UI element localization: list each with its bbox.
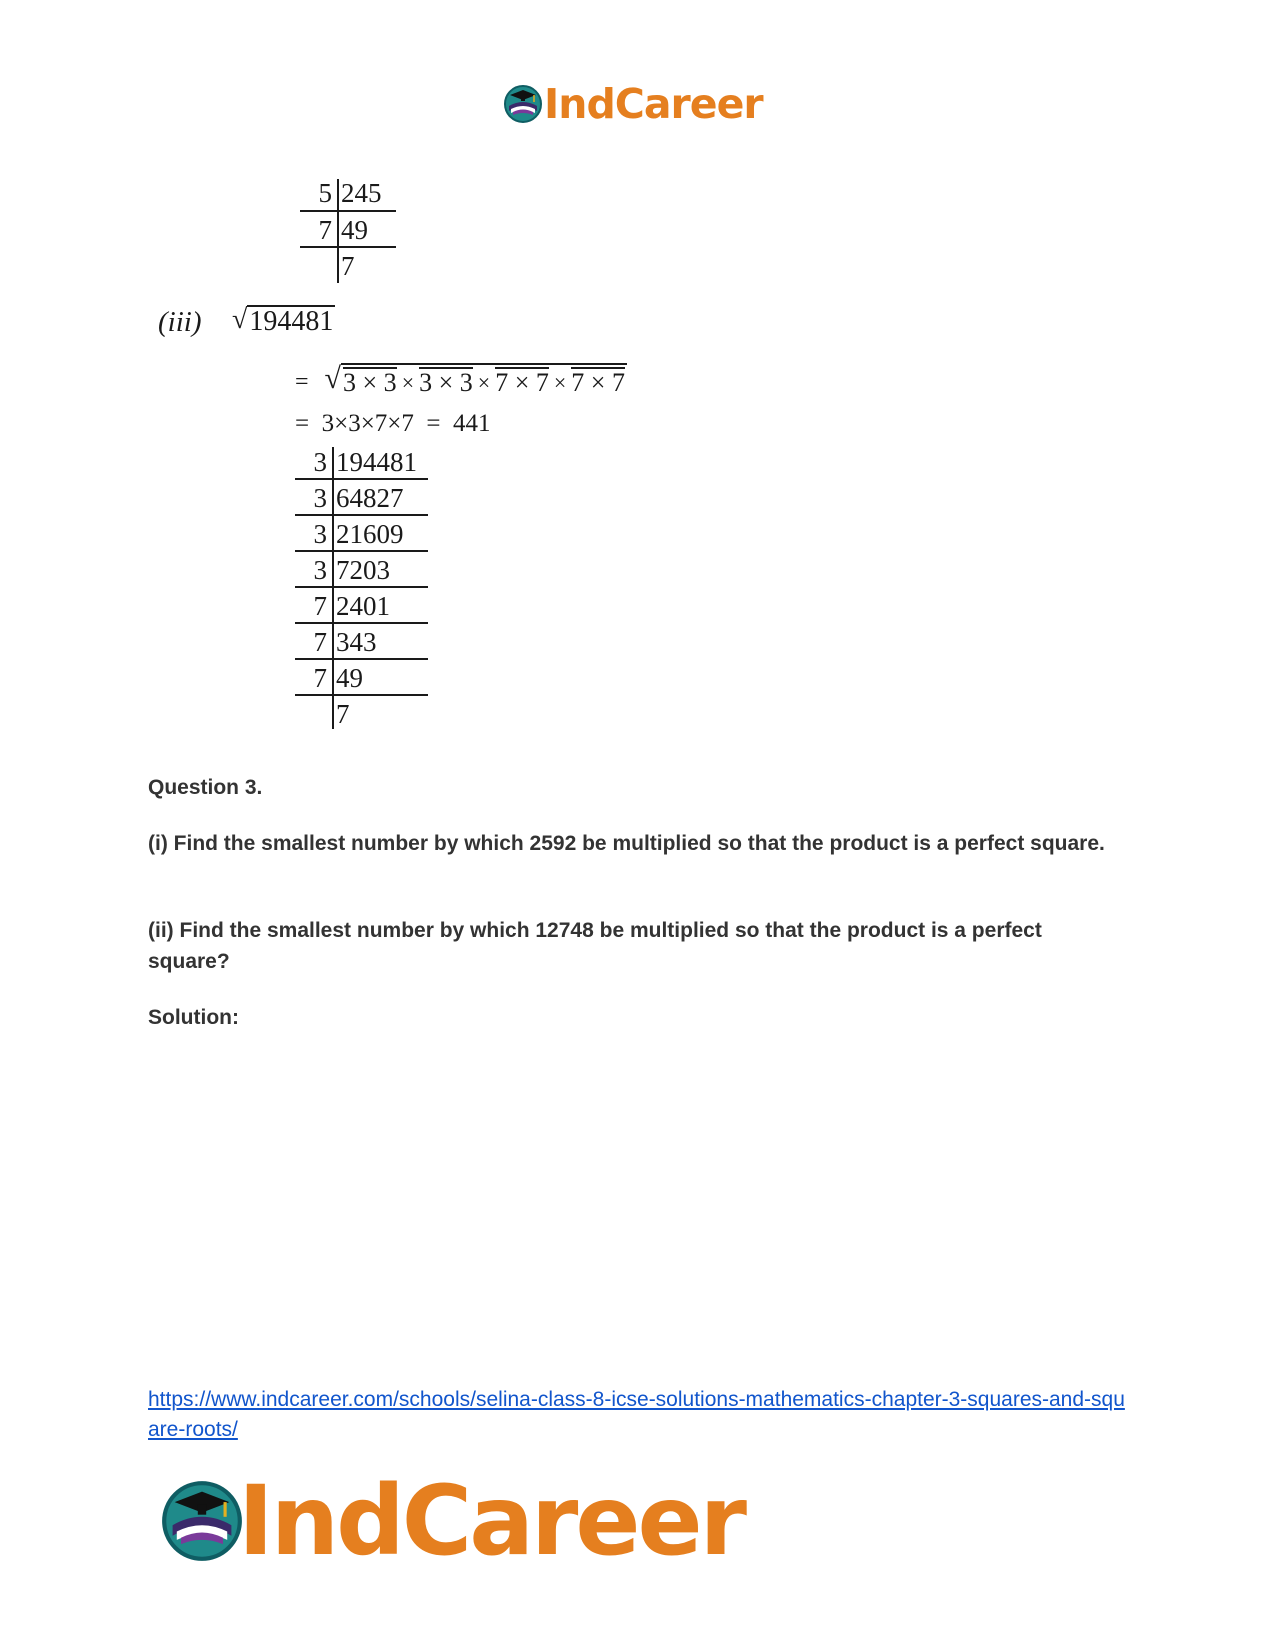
ladder-divisor: 3 bbox=[313, 446, 327, 477]
question-part-i: (i) Find the smallest number by which 2592 be multiplied so that the product is a perfect square. bbox=[148, 832, 1105, 855]
ladder-divisor: 7 bbox=[313, 626, 327, 657]
ladder-divider bbox=[295, 622, 428, 624]
factor-pair: 3 × 3 bbox=[419, 368, 473, 397]
ladder-divider bbox=[300, 210, 396, 212]
ladder-row bbox=[305, 553, 445, 587]
ladder-value: 2401 bbox=[336, 590, 390, 621]
ladder-row bbox=[305, 517, 445, 551]
ladder-divider bbox=[295, 586, 428, 588]
ladder-divider bbox=[295, 514, 428, 516]
radicand bbox=[341, 363, 627, 396]
ladder-divisor: 5 bbox=[318, 177, 332, 208]
ladder-value: 343 bbox=[336, 626, 377, 657]
ladder-divider bbox=[337, 179, 339, 283]
ladder-divider bbox=[295, 478, 428, 480]
ladder-value: 7 bbox=[336, 698, 350, 729]
ladder-divisor: 7 bbox=[318, 214, 332, 245]
factor-pair: 7 × 7 bbox=[495, 368, 549, 397]
ladder-value: 64827 bbox=[336, 482, 404, 513]
sqrt-symbol: √ bbox=[232, 304, 248, 335]
sqrt-symbol: √ bbox=[324, 362, 342, 395]
solution-label: Solution: bbox=[148, 1006, 239, 1029]
question-part-ii: (ii) Find the smallest number by which 12748 be multiplied so that the product is a perfect square? bbox=[148, 919, 1042, 973]
ladder-value: 21609 bbox=[336, 518, 404, 549]
ladder-row bbox=[300, 213, 400, 247]
ladder-divider bbox=[295, 658, 428, 660]
factor-ladder-194481 bbox=[305, 445, 445, 733]
ladder-divisor: 7 bbox=[313, 590, 327, 621]
ladder-row bbox=[305, 625, 445, 659]
part-iii-label: (iii) bbox=[158, 306, 202, 338]
ladder-divisor: 3 bbox=[313, 518, 327, 549]
times-sign: × bbox=[553, 370, 567, 395]
ladder-divisor: 3 bbox=[313, 554, 327, 585]
ladder-row bbox=[305, 481, 445, 515]
graduation-cap-books-globe-icon bbox=[160, 1479, 244, 1563]
ladder-value: 49 bbox=[336, 662, 363, 693]
ladder-divisor: 3 bbox=[313, 482, 327, 513]
ladder-value: 245 bbox=[341, 177, 382, 208]
ladder-value: 49 bbox=[341, 214, 368, 245]
factor-pair: 3 × 3 bbox=[343, 368, 397, 397]
times-sign: × bbox=[477, 370, 491, 395]
ladder-row bbox=[305, 445, 445, 479]
factor-ladder-245 bbox=[300, 176, 400, 286]
brand-name: IndCareer bbox=[238, 1465, 744, 1577]
times-sign: × bbox=[401, 370, 415, 395]
source-link[interactable]: https://www.indcareer.com/schools/selina-class-8-icse-solutions-mathematics-chapter-3-squares-and-square-roots/ bbox=[148, 1388, 1125, 1441]
graduation-cap-books-globe-icon bbox=[503, 84, 543, 124]
ladder-divisor: 7 bbox=[313, 662, 327, 693]
ladder-row bbox=[305, 697, 445, 731]
ladder-row bbox=[300, 249, 400, 283]
ladder-value: 7203 bbox=[336, 554, 390, 585]
ladder-row bbox=[300, 176, 400, 210]
radicand: 194481 bbox=[249, 305, 334, 337]
equals-sign: = bbox=[295, 369, 309, 395]
step2-equation: = 3×3×7×7 = 441 bbox=[295, 410, 491, 437]
ladder-row bbox=[305, 661, 445, 695]
ladder-value: 7 bbox=[341, 250, 355, 281]
ladder-divider bbox=[332, 447, 334, 729]
ladder-divider bbox=[295, 550, 428, 552]
ladder-row bbox=[305, 589, 445, 623]
step1-equation bbox=[295, 362, 627, 396]
question-heading: Question 3. bbox=[148, 776, 263, 799]
footer-logo bbox=[160, 1465, 744, 1577]
ladder-divider bbox=[295, 694, 428, 696]
sqrt-expression bbox=[232, 304, 335, 336]
ladder-divider bbox=[300, 246, 396, 248]
header-logo bbox=[503, 80, 763, 128]
brand-name: IndCareer bbox=[544, 80, 763, 128]
ladder-value: 194481 bbox=[336, 446, 417, 477]
factor-pair: 7 × 7 bbox=[571, 368, 625, 397]
